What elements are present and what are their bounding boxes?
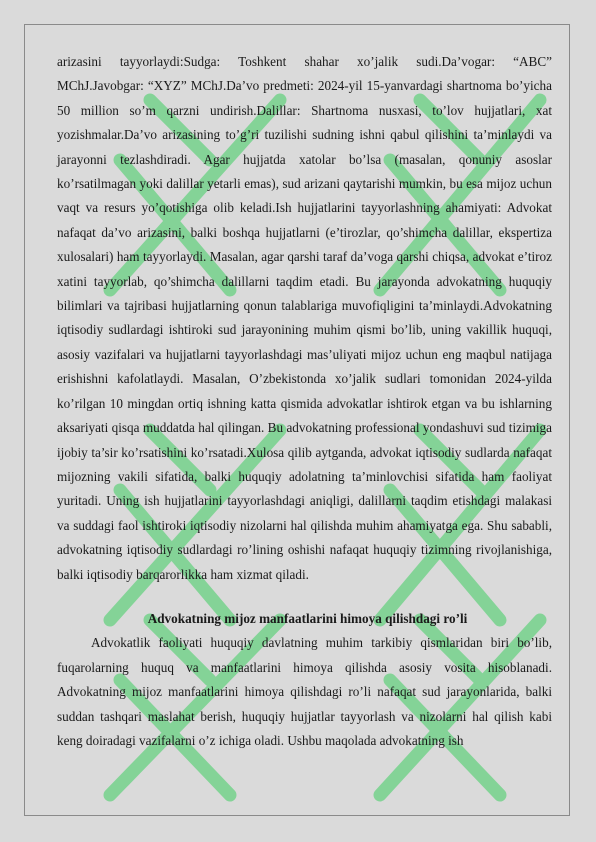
section-heading: Advokatning mijoz manfaatlarini himoya qilishdagi ro’li — [147, 610, 468, 626]
body-paragraph: arizasini tayyorlaydi:Sudga: Toshkent shahar xo’jalik sudi.Da’vogar: “ABC” MChJ.Javobgar: “XYZ” MChJ.Da’vo predmeti: 2024-yil 15-yanvardagi shartnoma bo’yicha 50 million so’m qarzni undirish.Dalillar: Shartnoma nusxasi, to’lov hujjatlari, xat yozishmalar.Da’vo arizasining to’g’ri tuzilishi sudning ishni qabul qilishini ta’minlaydi va jarayonni tezlashdiradi. Agar hujjatda xatolar bo’lsa (masalan, qonuniy asoslar ko’rsatilmagan yoki dalillar yetarli emas), sud arizani qaytarishi mumkin, bu esa mijoz uchun vaqt va resurs yo’qotishiga olib keladi.Ish hujjatlarini tayyorlashning ahamiyati: Advokat nafaqat da’vo arizasini, balki boshqa hujjatlarni (e’tirozlar, qo’shimcha dalillar, ekspertiza xulosalari) ham tayyorlaydi. Masalan, agar qarshi taraf da’voga qarshi chiqsa, advokat e’tiroz xatini tayyorlab, qo’shimcha dalillarni taqdim etadi. Bu jarayonda advokatning huquqiy bilimlari va tajribasi hujjatlarning qonun talablariga muvofiqligini ta’minlaydi.Advokatning iqtisodiy sudlardagi ishtiroki sud jarayonining muhim qismi bo’lib, uning vakillik huquqi, asosiy vazifalari va hujjatlarni tayyorlashdagi mas’uliyati mijoz uchun eng maqbul natijaga erishishni kafolatlaydi. Masalan, O’zbekistonda xo’jalik sudlari tomonidan 2024-yilda ko’rilgan 10 mingdan ortiq ishning katta qismida advokatlar ishtirok etgan va bu ishlarning aksariyati qisqa muddatda hal qilingan. Bu advokatning professional yondashuvi sud tizimiga ijobiy ta’sir ko’rsatishini ko’rsatadi.Xulosa qilib aytganda, advokat iqtisodiy sudlarda nafaqat mijozning vakili sifatida, balki huquqiy adolatning ta’minlovchisi sifatida ham faoliyat yuritadi. Uning ish hujjatlarini tayyorlashdagi aniqligi, dalillarni taqdim etishdagi malakasi va suddagi faol ishtiroki iqtisodiy nizolarni hal qilishda muhim ahamiyatga ega. Shu sababli, advokatning iqtisodiy sudlardagi ro’lining oshishi nafaqat huquqiy tizimning rivojlanishiga, balki iqtisodiy barqarorlikka ham xizmat qiladi. — [57, 54, 552, 582]
document-body — [57, 50, 552, 753]
body-paragraph: Advokatlik faoliyati huquqiy davlatning muhim tarkibiy qismlaridan biri bo’lib, fuqarolarning huquq va manfaatlarini himoya qilishda asosiy vosita hisoblanadi. Advokatning mijoz manfaatlarini himoya qilishdagi ro’li nafaqat sud jarayonlarida, balki suddan tashqari maslahat berish, huquqiy hujjatlar tayyorlash va nizolarni hal qilish kabi keng doiradagi vazifalarni o’z ichiga oladi. Ushbu maqolada advokatning ish — [57, 635, 552, 748]
